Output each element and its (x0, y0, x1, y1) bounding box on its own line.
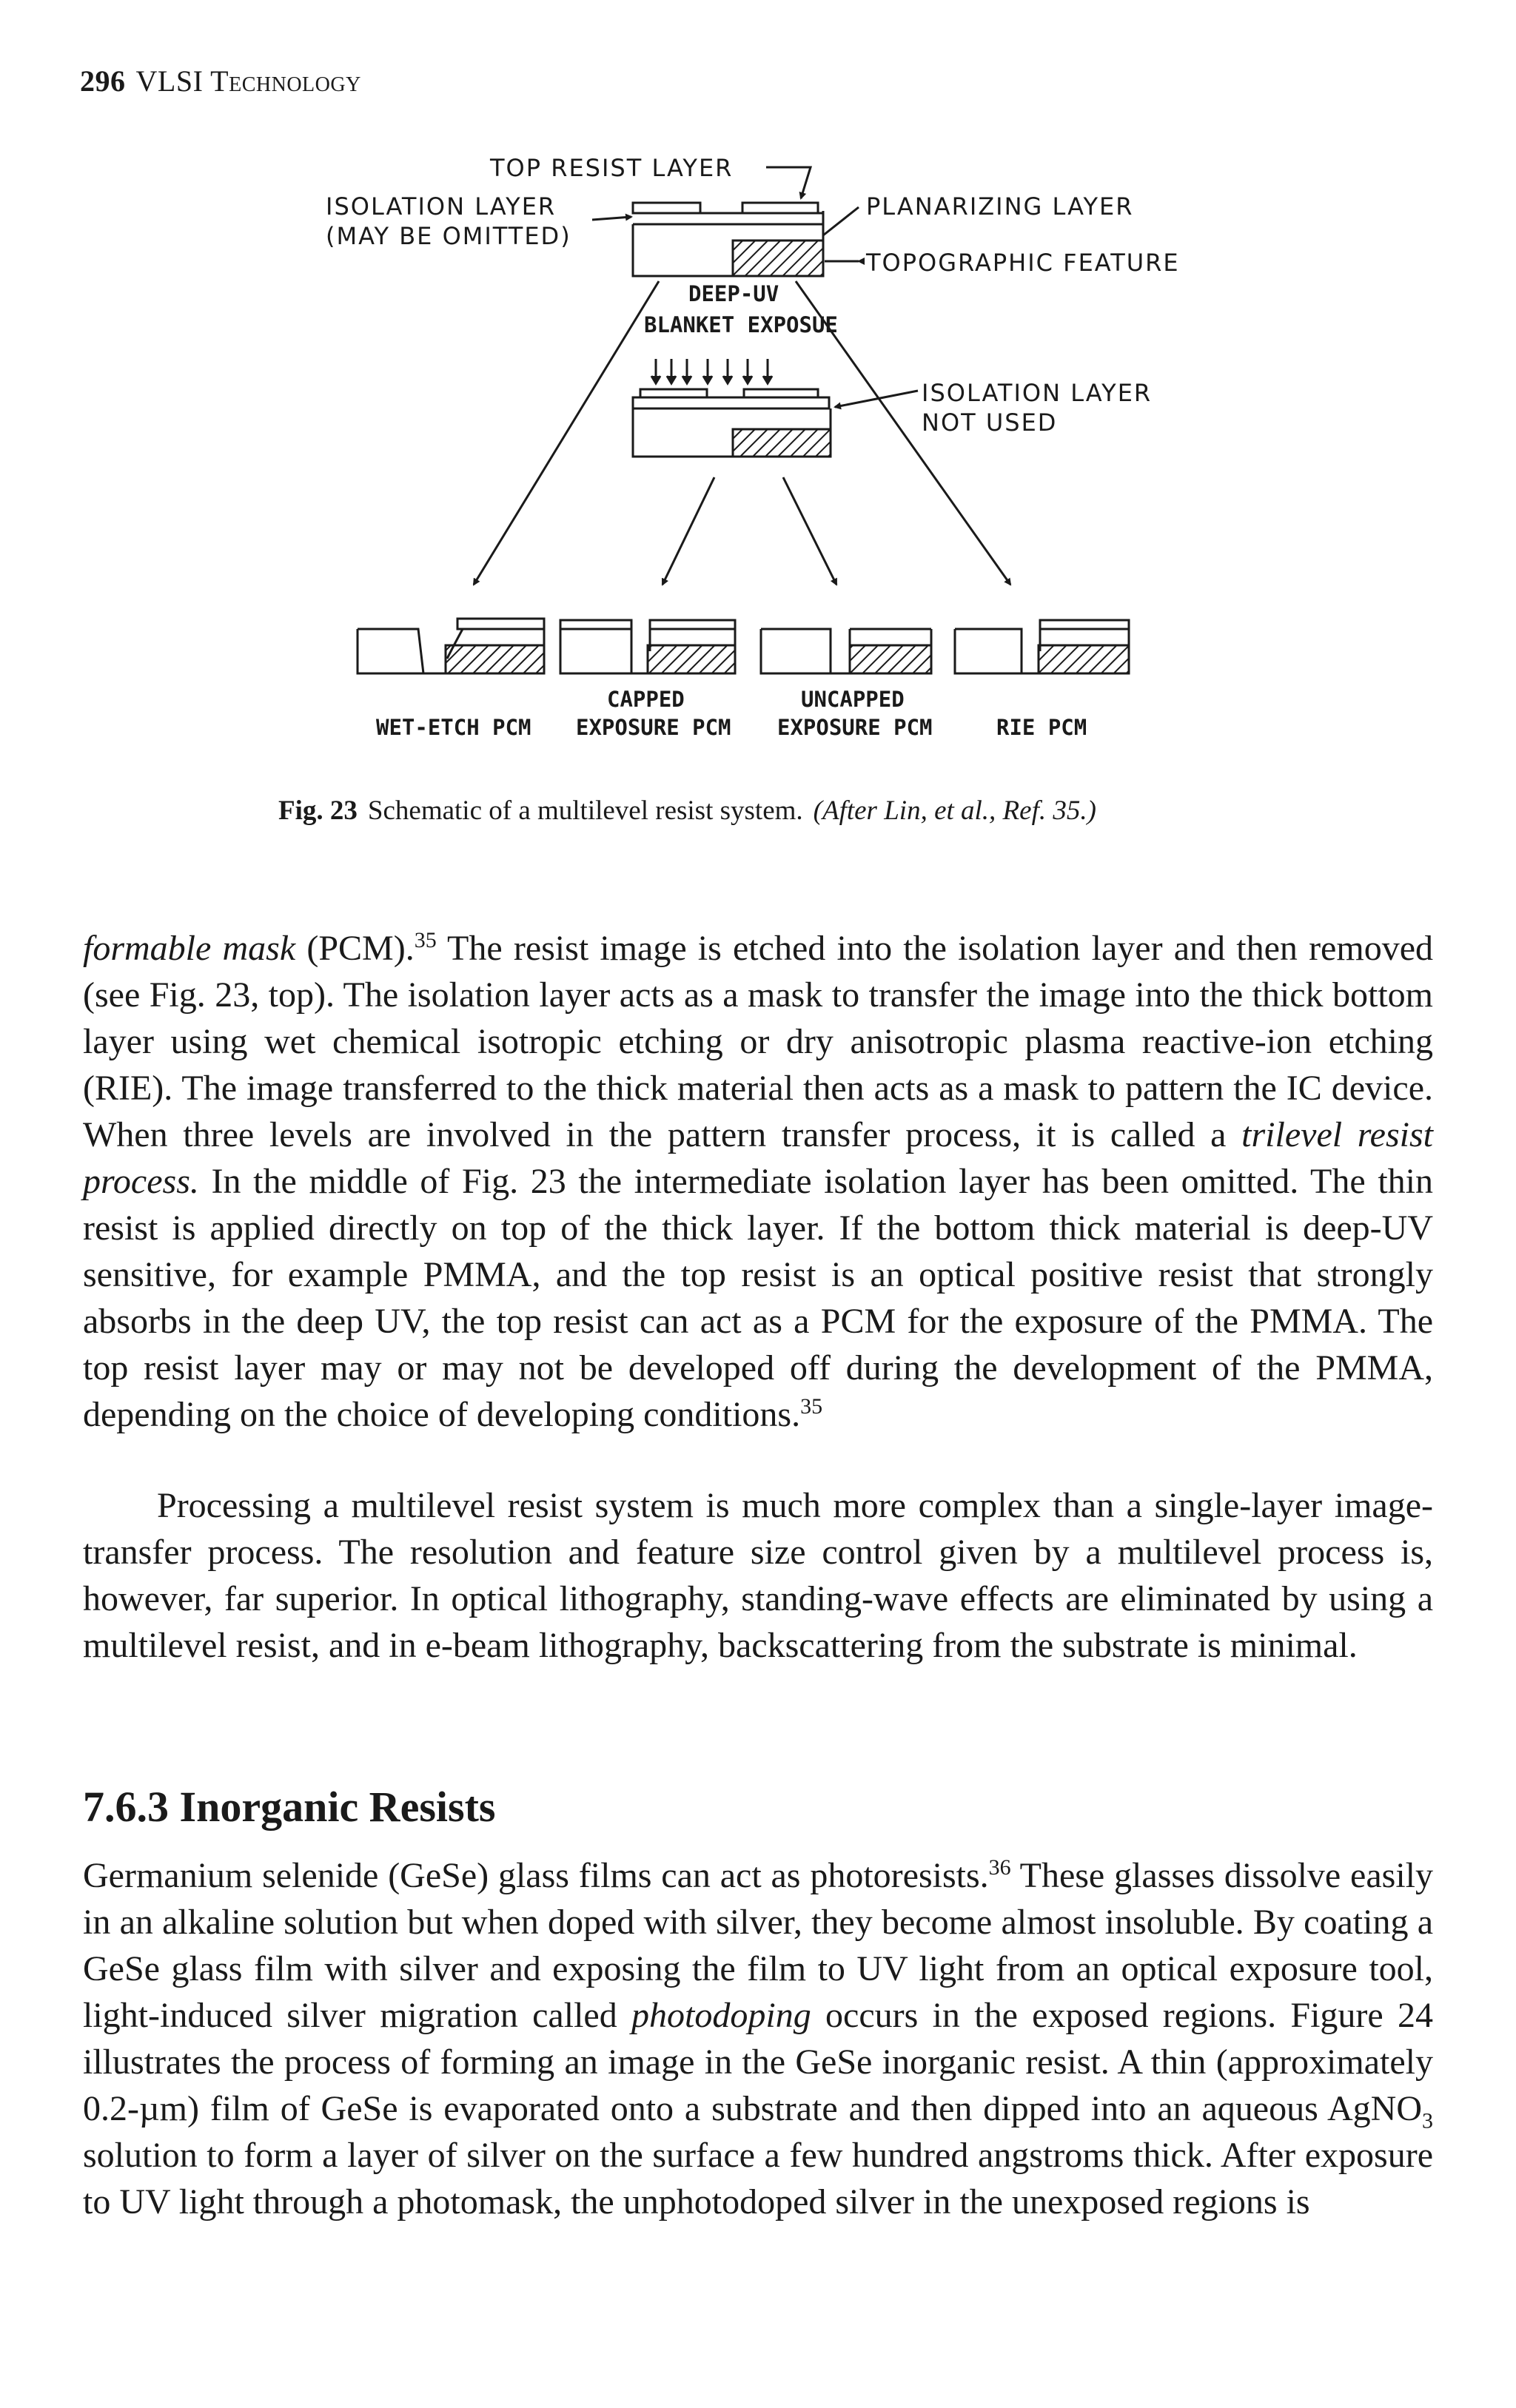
label-capped-exposure-pcm: EXPOSURE PCM (576, 715, 731, 740)
figure-number: Fig. 23 (278, 796, 358, 826)
term-trilevel: trilevel resist process. (83, 1115, 1434, 1201)
label-top-resist-layer: TOP RESIST LAYER (490, 154, 734, 182)
caption-text: Schematic of a multilevel resist system. (367, 796, 803, 826)
top-stack (592, 167, 859, 276)
p1-text-c: The resist image is etched into the isolation layer and then removed (see Fig. 23, top). The isolation layer acts as a mask to transfer the image into the thick bottom layer using wet chemical isotropic etching or dry anisotropic plasma reactive-ion etching (RIE). The image transferred to the thick material then acts as a mask to pattern the IC device. When three levels are involved in the pattern transfer process, it is called a (83, 929, 1433, 1154)
citation-35b: 35 (800, 1394, 823, 1419)
multilevel-resist-schematic (0, 141, 1516, 777)
citation-35a: 35 (414, 928, 437, 952)
figure-23 (0, 141, 1516, 777)
figure-caption (278, 795, 1096, 827)
label-blanket-exposure: BLANKET EXPOSUE (644, 312, 838, 337)
label-deep-uv: DEEP-UV (688, 281, 779, 306)
label-isolation-layer: ISOLATION LAYER (326, 192, 557, 221)
label-may-be-omitted: (MAY BE OMITTED) (326, 222, 571, 250)
running-head (80, 64, 361, 98)
result-capped (560, 620, 735, 673)
p3-text-e: solution to form a layer of silver on the surface a few hundred angstroms thick. After exposure to UV light through a photomask, the unphotodoped silver in the unexposed regions is (83, 2136, 1433, 2222)
middle-stack (633, 389, 918, 457)
label-uncapped: UNCAPPED (801, 687, 905, 712)
label-topographic-feature: TOPOGRAPHIC FEATURE (866, 249, 1180, 277)
p3-text-d: occurs in the exposed regions. Figure 24 illustrates the process of forming an image in the GeSe inorganic resist. A thin (approximately 0.2-µm) film of GeSe is evaporated onto a substrate and then dipped into an aqueous AgNO (83, 1996, 1434, 2128)
label-isolation-not-used-2: NOT USED (922, 408, 1058, 437)
exposure-arrows (651, 359, 772, 383)
paragraph-1 (83, 925, 1433, 1438)
label-wet-etch-pcm: WET-ETCH PCM (376, 715, 531, 740)
paragraph-3 (83, 1852, 1433, 2225)
p3-text-b: These glasses dissolve easily in an alkaline solution but when doped with silver, they become almost insoluble. By coating a GeSe glass film with silver and exposing the film to UV light from an optical exposure tool, light-induced silver migration called (83, 1856, 1433, 2035)
label-uncapped-exposure-pcm: EXPOSURE PCM (777, 715, 933, 740)
running-title: VLSI Technology (135, 64, 361, 98)
citation-36: 36 (988, 1855, 1011, 1880)
result-wet-etch (358, 619, 544, 673)
page-number: 296 (80, 64, 126, 98)
term-formable-mask: formable mask (83, 929, 296, 968)
paragraph-2: Processing a multilevel resist system is much more complex than a single-layer image-transfer process. The resolution and feature size control given by a multilevel process is, however, far superior. In optical lithography, standing-wave effects are eliminated by using a multilevel resist, and in e-beam lithography, backscattering from the substrate is minimal. (83, 1486, 1433, 1665)
result-uncapped (761, 629, 931, 673)
label-capped: CAPPED (607, 687, 685, 712)
label-planarizing-layer: PLANARIZING LAYER (866, 192, 1134, 221)
subscript-3: 3 (1422, 2108, 1433, 2133)
p1-text-b: (PCM). (295, 929, 415, 968)
caption-source: (After Lin, et al., Ref. 35.) (813, 796, 1096, 826)
section-heading: 7.6.3 Inorganic Resists (83, 1783, 496, 1831)
p1-text-e: In the middle of Fig. 23 the intermediate isolation layer has been omitted. The thin resist is applied directly on top of the thick layer. If the bottom thick material is deep-UV sensitive, for example PMMA, and the top resist is an optical positive resist that strongly absorbs in the deep UV, the top resist can act as a PCM for the exposure of the PMMA. The top resist layer may or may not be developed off during the development of the PMMA, depending on the choice of developing conditions. (83, 1162, 1433, 1434)
label-isolation-not-used-1: ISOLATION LAYER (922, 379, 1153, 407)
term-photodoping: photodoping (631, 1996, 811, 2035)
label-rie-pcm: RIE PCM (996, 715, 1087, 740)
p3-text-a: Germanium selenide (GeSe) glass films can act as photoresists. (83, 1856, 989, 1895)
result-rie (955, 620, 1129, 673)
